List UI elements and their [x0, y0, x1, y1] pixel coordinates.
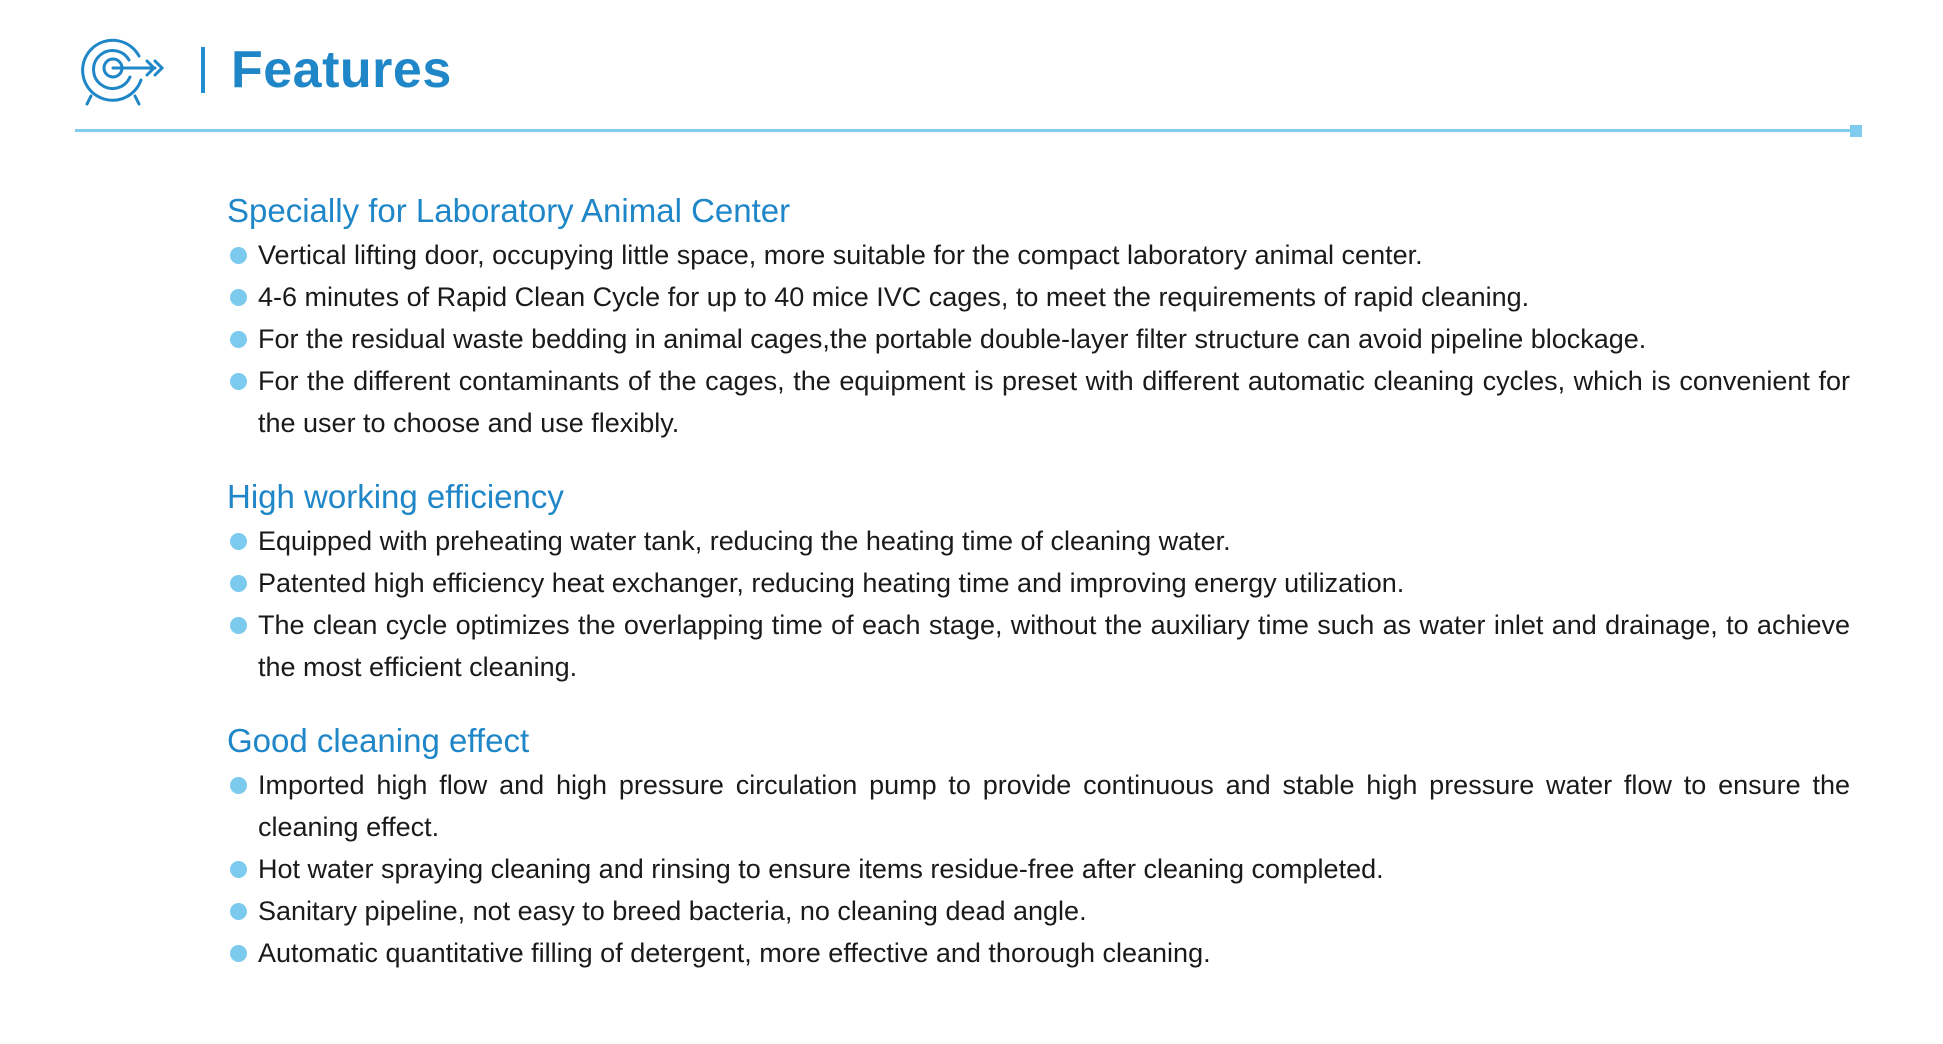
bullet-icon — [230, 575, 247, 592]
features-content — [227, 190, 1850, 1006]
section-title: High working efficiency — [227, 478, 564, 515]
feature-section — [227, 476, 1850, 688]
list-item-text: Imported high flow and high pressure circulation pump to provide continuous and stable high pressure water flow to ensure the cleaning effect. — [258, 770, 1850, 842]
list-item — [227, 604, 1850, 688]
feature-list — [227, 764, 1850, 974]
bullet-icon — [230, 289, 247, 306]
bullet-icon — [230, 861, 247, 878]
list-item-text: The clean cycle optimizes the overlapping time of each stage, without the auxiliary time such as water inlet and drainage, to achieve the most efficient cleaning. — [258, 610, 1850, 682]
section-title: Specially for Laboratory Animal Center — [227, 192, 791, 229]
bullet-icon — [230, 777, 247, 794]
section-title: Good cleaning effect — [227, 722, 530, 759]
title-divider — [201, 47, 205, 93]
feature-section — [227, 720, 1850, 974]
bullet-icon — [230, 533, 247, 550]
bullet-icon — [230, 903, 247, 920]
list-item — [227, 932, 1850, 974]
feature-list — [227, 520, 1850, 688]
header-rule-end-marker — [1850, 125, 1862, 137]
bullet-icon — [230, 331, 247, 348]
list-item-text: Automatic quantitative filling of detergent, more effective and thorough cleaning. — [258, 938, 1211, 968]
list-item — [227, 520, 1850, 562]
list-item — [227, 764, 1850, 848]
list-item-text: Equipped with preheating water tank, reducing the heating time of cleaning water. — [258, 526, 1231, 556]
page-title: Features — [231, 41, 452, 99]
list-item — [227, 276, 1850, 318]
feature-section — [227, 190, 1850, 444]
list-item-text: Vertical lifting door, occupying little space, more suitable for the compact laboratory animal center. — [258, 240, 1423, 270]
list-item — [227, 848, 1850, 890]
list-item — [227, 360, 1850, 444]
bullet-icon — [230, 247, 247, 264]
bullet-icon — [230, 617, 247, 634]
list-item — [227, 890, 1850, 932]
list-item — [227, 562, 1850, 604]
bullet-icon — [230, 373, 247, 390]
list-item-text: Hot water spraying cleaning and rinsing to ensure items residue-free after cleaning completed. — [258, 854, 1384, 884]
header-rule — [75, 129, 1858, 132]
bullet-icon — [230, 945, 247, 962]
list-item — [227, 318, 1850, 360]
target-arrow-icon — [77, 30, 169, 110]
list-item — [227, 234, 1850, 276]
list-item-text: For the residual waste bedding in animal cages,the portable double-layer filter structure can avoid pipeline blockage. — [258, 324, 1647, 354]
list-item-text: For the different contaminants of the cages, the equipment is preset with different automatic cleaning cycles, which is convenient for the user to choose and use flexibly. — [258, 366, 1850, 438]
list-item-text: 4-6 minutes of Rapid Clean Cycle for up to 40 mice IVC cages, to meet the requirements of rapid cleaning. — [258, 282, 1530, 312]
list-item-text: Sanitary pipeline, not easy to breed bacteria, no cleaning dead angle. — [258, 896, 1087, 926]
page-header — [77, 30, 452, 110]
feature-list — [227, 234, 1850, 444]
list-item-text: Patented high efficiency heat exchanger, reducing heating time and improving energy utilization. — [258, 568, 1405, 598]
